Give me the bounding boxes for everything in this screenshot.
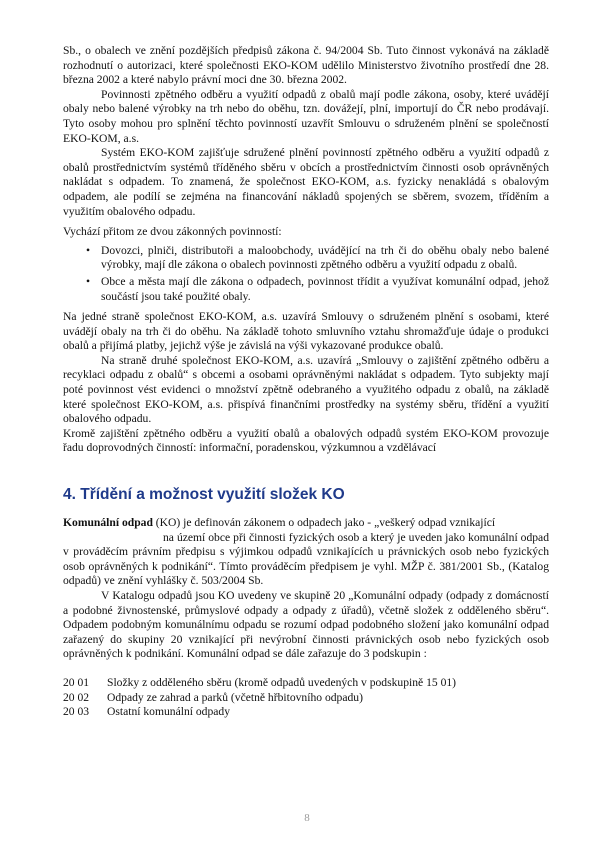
waste-subgroup-list xyxy=(63,676,549,720)
waste-label: Ostatní komunální odpady xyxy=(107,705,231,719)
list-item-text: Obce a města mají dle zákona o odpadech, povinnost třídit a využívat komunální odpad, jehož součástí jsou také použité obaly. xyxy=(101,274,549,303)
definition-continuation: na území obce při činnosti fyzických osob a který je uveden jako komunální odpad v prováděcím právním předpisu s výjimkou odpadů vznikajících u právnických osob nebo fyzických osob oprávněných k podnikání“. Tímto prováděcím předpisem je vyhl. MŽP č. 381/2001 Sb., (Katalog odpadů) ve znění vyhlášky č. 503/2004 Sb. xyxy=(63,530,549,588)
section-heading: 4. Třídění a možnost využití složek KO xyxy=(63,486,345,504)
waste-code: 20 01 xyxy=(63,675,90,689)
obligation-list xyxy=(63,244,549,304)
paragraph xyxy=(63,516,549,531)
paragraph: Kromě zajištění zpětného odběru a využití obalů a obalových odpadů systém EKO-KOM provozuje řadu doprovodných činností: informační, poradenskou, výzkumnou a vzdělávací xyxy=(63,426,549,455)
paragraph: Systém EKO-KOM zajišťuje sdružené plnění povinností zpětného odběru a využití odpadů z obalů prostřednictvím systémů tříděného sběru v obcích a prostřednictvím činnosti osob oprávněných nakládat s odpadem. To znamená, že společnost EKO-KOM, a.s. fyzicky nenakládá s obalovým odpadem, ale podílí se zejména na financování nákladů spojených se sběrem, svozem, tříděním a využitím obalového odpadu. xyxy=(63,146,549,218)
waste-code: 20 03 xyxy=(63,705,90,719)
page-content xyxy=(63,44,549,720)
paragraph: Povinnosti zpětného odběru a využití odpadů z obalů mají podle zákona, osoby, které uvádějí obaly nebo balené výrobky na trh nebo do oběhu, tzn. dovážejí, plní, importují do ČR nebo prodávají. Tyto osoby mohou pro splnění těchto povinností uzavřít Smlouvu o sdruženém plnění se společností EKO-KOM, a.s. xyxy=(63,87,549,145)
list-item xyxy=(86,243,549,273)
list-item-text: Dovozci, plniči, distributoři a maloobchody, uvádějící na trh či do oběhu obaly nebo balené výrobky, mají dle zákona o obalech povinnosti zpětného odběru a využití odpadu z obalů. xyxy=(101,243,549,272)
term-bold: Komunální odpad xyxy=(63,516,153,530)
waste-label: Složky z odděleného sběru (kromě odpadů uvedených v podskupině 15 01) xyxy=(107,675,457,689)
waste-code: 20 02 xyxy=(63,690,90,704)
bullet-icon: • xyxy=(86,274,91,288)
list-item xyxy=(63,705,549,720)
paragraph: Vychází přitom ze dvou zákonných povinností: xyxy=(63,225,282,239)
list-item xyxy=(86,274,549,304)
paragraph: Sb., o obalech ve znění pozdějších předpisů zákona č. 94/2004 Sb. Tuto činnost vykonává na základě rozhodnutí o autorizaci, které společnosti EKO-KOM udělilo Ministerstvo životního prostředí dne 28. března 2002 a které nabylo právní moci dne 30. března 2002. xyxy=(63,44,549,87)
paragraph: Na jedné straně společnost EKO-KOM, a.s. uzavírá Smlouvy o sdruženém plnění s osobami, které uvádějí obaly na trh či do oběhu. Na základě tohoto smluvního vztahu shromažďuje údaje o produkci obalů a přijímá platby, jejichž výše je závislá na výši vykazované produkce obalů. xyxy=(63,310,549,353)
paragraph: V Katalogu odpadů jsou KO uvedeny ve skupině 20 „Komunální odpady (odpady z domácností a podobné živnostenské, průmyslové odpady a odpady z úřadů), včetně složek z odděleného sběru“. Odpadem podobným komunálnímu odpadu se rozumí odpad podobného složení jako komunální odpad zařazený do skupiny 20 vznikající při nevýrobní činnosti právnických osob nebo fyzických osob oprávněných k podnikání. Komunální odpad se dále zařazuje do 3 podskupin : xyxy=(63,589,549,661)
bullet-icon: • xyxy=(86,243,91,257)
list-item xyxy=(63,676,549,691)
page-number: 8 xyxy=(304,812,310,824)
paragraph xyxy=(63,531,549,589)
list-item xyxy=(63,691,549,706)
paragraph: Na straně druhé společnost EKO-KOM, a.s. uzavírá „Smlouvy o zajištění zpětného odběru a recyklaci odpadu z obalů“ s obcemi a osobami oprávněnými nakládat s odpadem. Tyto subjekty mají poté povinnost vést evidenci o množství zpětně odebraného a využitého odpadu z obalů, na základě které společnost EKO-KOM, a.s. přispívá finančními prostředky na systémy sběru, třídění a využití obalového odpadu. xyxy=(63,353,549,426)
term-definition: (KO) je definován zákonem o odpadech jako - „veškerý odpad vznikající xyxy=(152,516,496,530)
waste-label: Odpady ze zahrad a parků (včetně hřbitovního odpadu) xyxy=(107,690,363,704)
